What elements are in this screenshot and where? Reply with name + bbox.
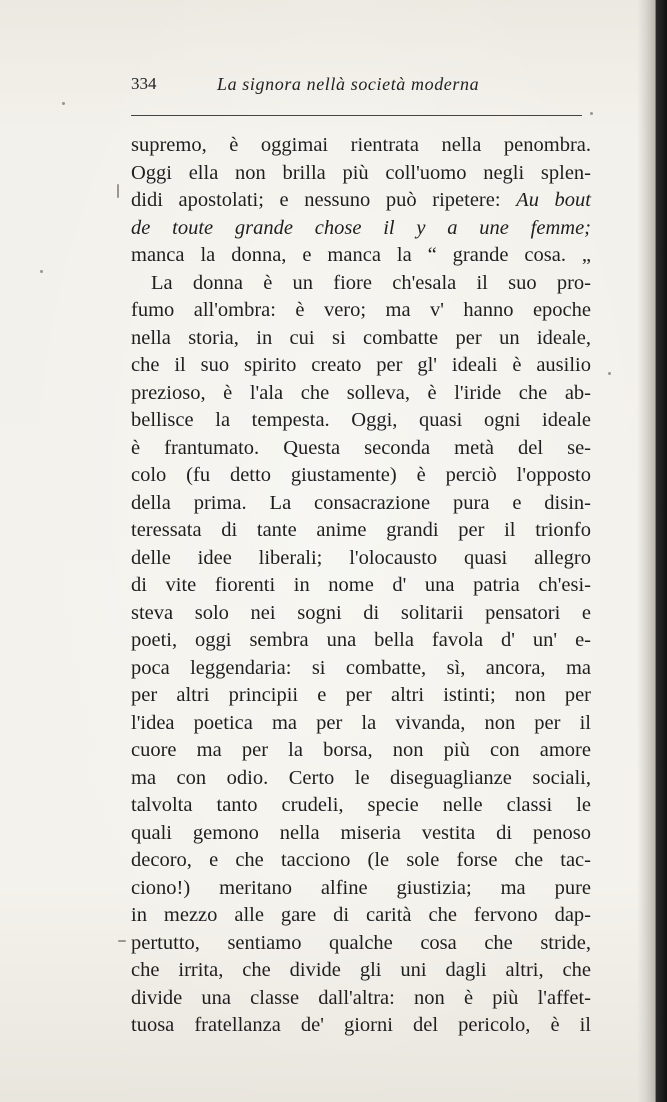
text-line: della prima. La consacrazione pura e disin- xyxy=(131,491,591,514)
paper-speck xyxy=(608,372,611,375)
header-rule xyxy=(131,115,582,116)
text-line: fumo all'ombra: è vero; ma v' hanno epoche xyxy=(131,299,591,321)
text-line: ciono!) meritano alfine giustizia; ma pure xyxy=(131,876,591,899)
text-line: steva solo nei sogni di solitarii pensatori e xyxy=(131,601,591,624)
paragraph-start-line: La donna è un fiore ch'esala il suo pro- xyxy=(151,271,591,294)
paper-speck xyxy=(40,270,43,273)
text-line: supremo, è oggimai rientrata nella penombra. xyxy=(131,134,591,156)
paper-speck xyxy=(590,112,593,115)
text-line: per altri principii e per altri istinti; non per xyxy=(131,684,591,706)
text-line: prezioso, è l'ala che solleva, è l'iride che ab- xyxy=(131,381,591,404)
text-line xyxy=(131,187,591,215)
italic-phrase: Au bout xyxy=(516,189,592,211)
book-spine-shadow xyxy=(637,0,667,1102)
text-line: Oggi ella non brilla più coll'uomo negli splen- xyxy=(131,161,591,184)
text-line: delle idee liberali; l'olocausto quasi allegro xyxy=(131,546,591,569)
text-line: che irrita, che divide gli uni dagli altri, che xyxy=(131,959,591,981)
text-line: manca la donna, e manca la “ grande cosa. „ xyxy=(131,244,591,266)
text-line: bellisce la tempesta. Oggi, quasi ogni ideale xyxy=(131,409,591,431)
text-line: teressata di tante anime grandi per il trionfo xyxy=(131,519,591,541)
text-line: l'idea poetica ma per la vivanda, non per il xyxy=(131,711,591,734)
text-line: colo (fu detto giustamente) è perciò l'opposto xyxy=(131,464,591,486)
text-line: ma con odio. Certo le diseguaglianze sociali, xyxy=(131,766,591,789)
text-line-start: didi apostolati; e nessuno può ripetere: xyxy=(131,189,517,211)
text-line: che il suo spirito creato per gl' ideali è ausilio xyxy=(131,354,591,376)
italic-line: de toute grande chose il y a une femme; xyxy=(131,216,591,239)
paper-speck xyxy=(62,102,65,105)
text-line: in mezzo alle gare di carità che fervono dap- xyxy=(131,904,591,926)
text-line: tuosa fratellanza de' giorni del pericolo, è il xyxy=(131,1014,591,1036)
page-header xyxy=(131,74,591,98)
text-line: divide una classe dall'altra: non è più l'affet- xyxy=(131,986,591,1009)
page-number: 334 xyxy=(131,74,157,93)
text-line: talvolta tanto crudeli, specie nelle classi le xyxy=(131,794,591,816)
text-line: decoro, e che tacciono (le sole forse che tac- xyxy=(131,849,591,871)
text-line: poca leggendaria: si combatte, sì, ancora, ma xyxy=(131,656,591,679)
text-line: nella storia, in cui si combatte per un ideale, xyxy=(131,326,591,349)
text-line: è frantumato. Questa seconda metà del se- xyxy=(131,436,591,459)
running-title: La signora nellà società moderna xyxy=(217,74,480,94)
body-text xyxy=(131,132,591,1040)
text-line: quali gemono nella miseria vestita di penoso xyxy=(131,821,591,844)
text-line: pertutto, sentiamo qualche cosa che stride, xyxy=(131,931,591,954)
paper-speck xyxy=(117,184,119,198)
text-line: di vite fiorenti in nome d' una patria ch'esi- xyxy=(131,574,591,596)
paper-speck xyxy=(118,940,126,942)
text-line: poeti, oggi sembra una bella favola d' un' e- xyxy=(131,629,591,651)
text-line: cuore ma per la borsa, non più con amore xyxy=(131,739,591,761)
